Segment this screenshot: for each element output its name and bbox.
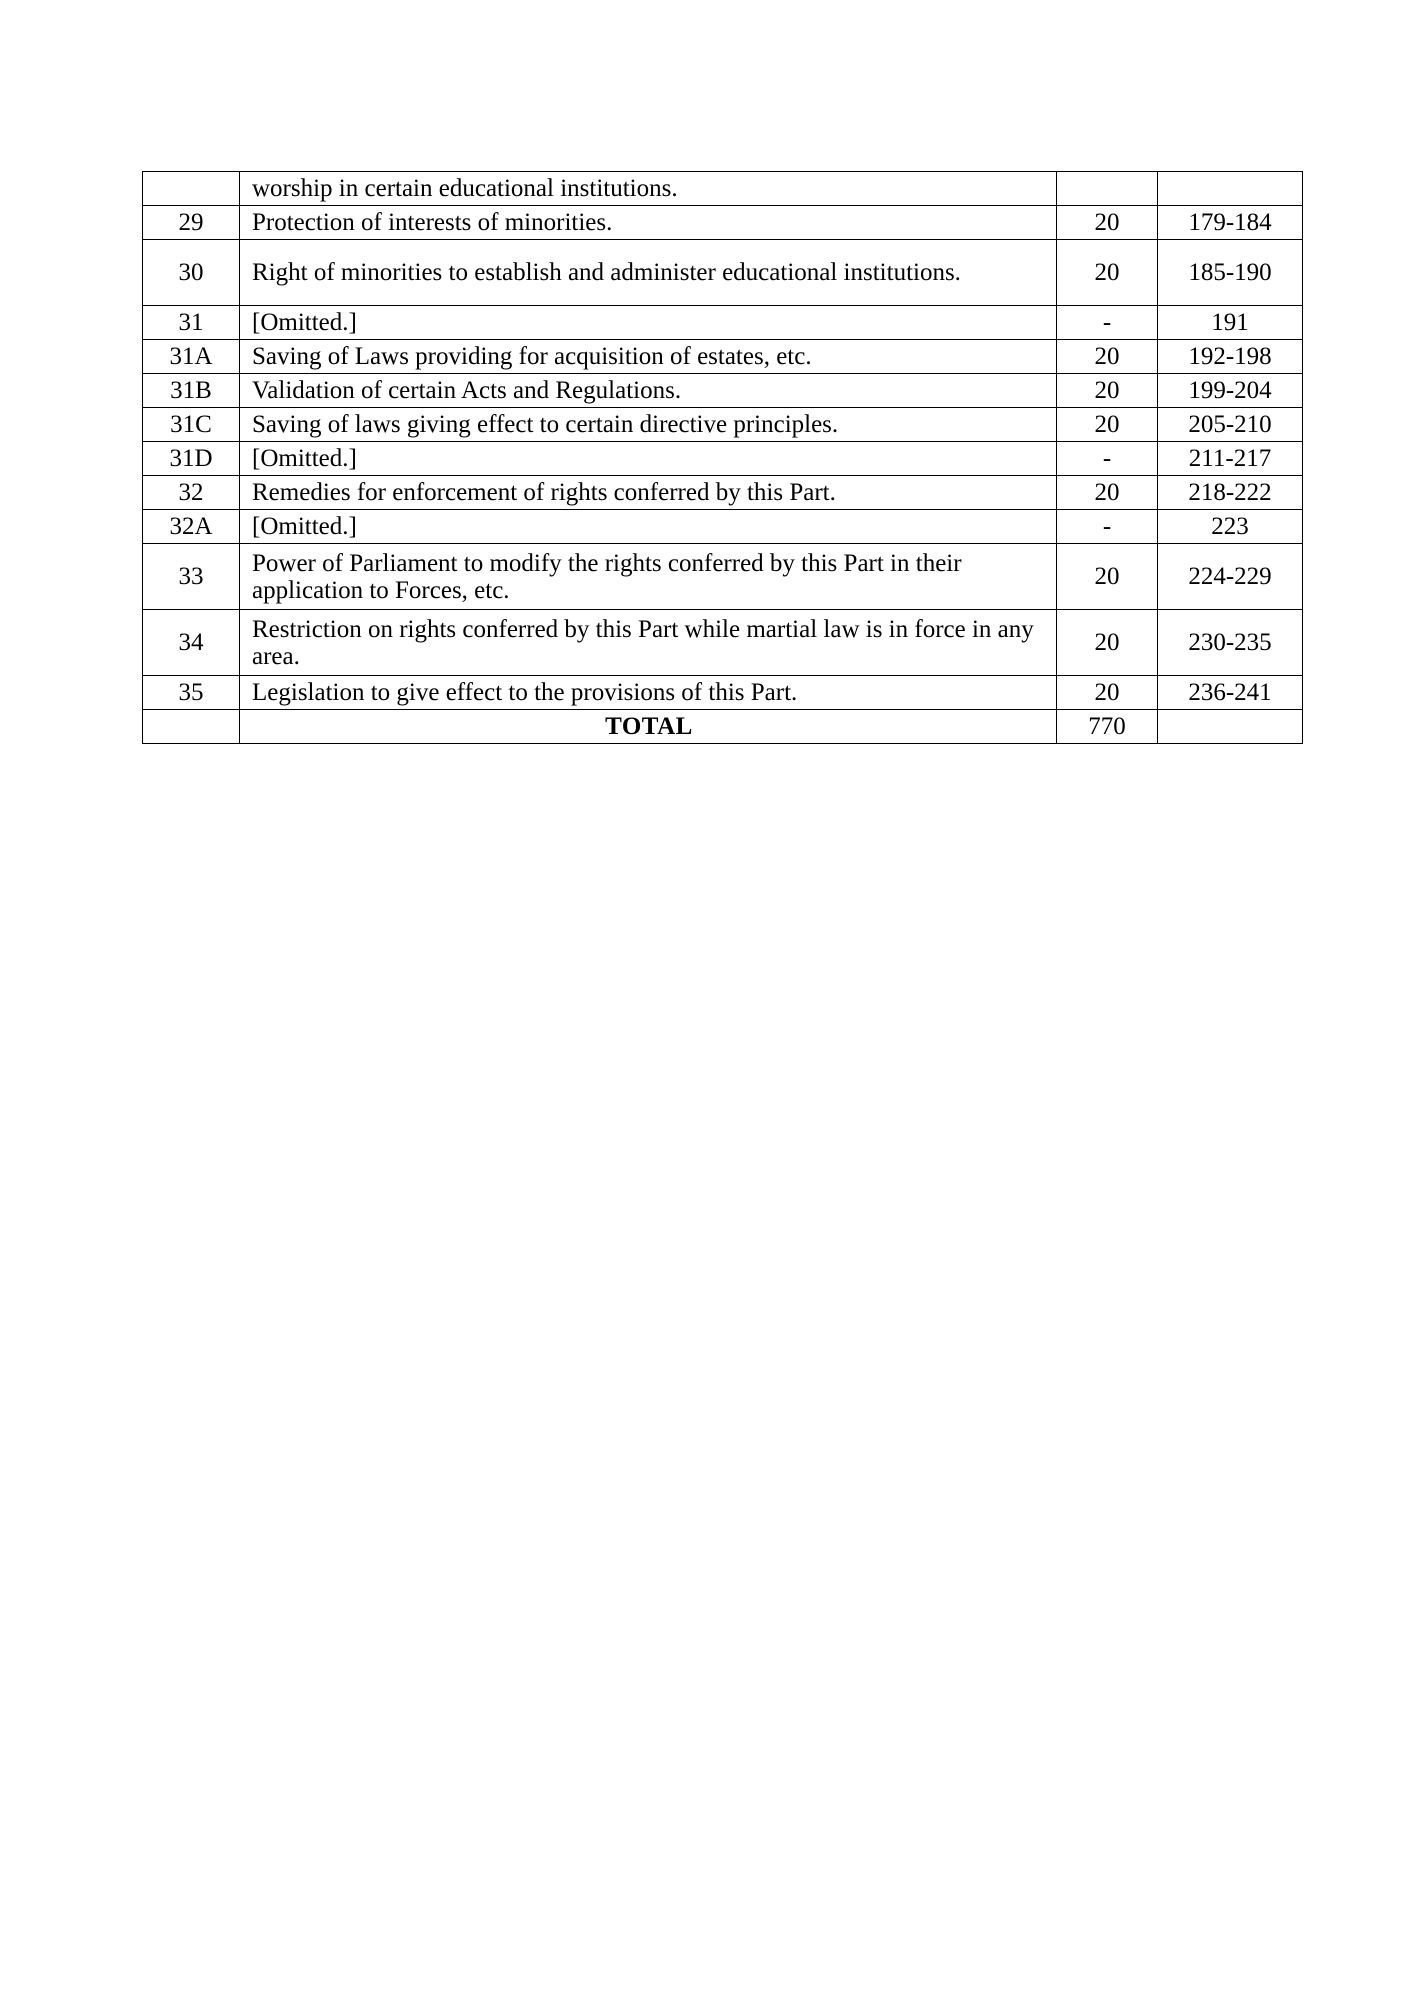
- table-row: [143, 172, 1303, 206]
- pages-cell: 224-229: [1158, 544, 1303, 610]
- description-cell: [Omitted.]: [240, 306, 1057, 340]
- marks-cell: 20: [1057, 206, 1158, 240]
- pages-cell: 192-198: [1158, 340, 1303, 374]
- marks-cell: [1057, 172, 1158, 206]
- pages-cell: 230-235: [1158, 610, 1303, 676]
- article-number-cell: 33: [143, 544, 240, 610]
- table-body: [143, 172, 1303, 744]
- marks-cell: 20: [1057, 676, 1158, 710]
- article-number-cell: 32A: [143, 510, 240, 544]
- table-row: [143, 206, 1303, 240]
- pages-cell: 205-210: [1158, 408, 1303, 442]
- marks-cell: 20: [1057, 544, 1158, 610]
- total-empty-cell: [143, 710, 240, 744]
- marks-cell: 20: [1057, 476, 1158, 510]
- description-cell: [Omitted.]: [240, 510, 1057, 544]
- table-row: [143, 408, 1303, 442]
- description-cell: Right of minorities to establish and administer educational institutions.: [240, 240, 1057, 306]
- description-cell: Restriction on rights conferred by this Part while martial law is in force in any area.: [240, 610, 1057, 676]
- table-row: [143, 610, 1303, 676]
- article-number-cell: 34: [143, 610, 240, 676]
- description-cell: Saving of Laws providing for acquisition of estates, etc.: [240, 340, 1057, 374]
- table-row: [143, 240, 1303, 306]
- table-row: [143, 340, 1303, 374]
- article-number-cell: 31C: [143, 408, 240, 442]
- pages-cell: 211-217: [1158, 442, 1303, 476]
- marks-cell: 20: [1057, 610, 1158, 676]
- table-row: [143, 544, 1303, 610]
- description-cell: Remedies for enforcement of rights conferred by this Part.: [240, 476, 1057, 510]
- total-pages-cell: [1158, 710, 1303, 744]
- marks-cell: 20: [1057, 374, 1158, 408]
- pages-cell: [1158, 172, 1303, 206]
- article-number-cell: 31D: [143, 442, 240, 476]
- article-number-cell: 31: [143, 306, 240, 340]
- article-number-cell: [143, 172, 240, 206]
- articles-table: [142, 171, 1303, 744]
- description-cell: [Omitted.]: [240, 442, 1057, 476]
- description-cell: Legislation to give effect to the provisions of this Part.: [240, 676, 1057, 710]
- pages-cell: 179-184: [1158, 206, 1303, 240]
- pages-cell: 185-190: [1158, 240, 1303, 306]
- table-row: [143, 676, 1303, 710]
- description-cell: Validation of certain Acts and Regulations.: [240, 374, 1057, 408]
- total-label: TOTAL: [240, 710, 1057, 744]
- description-cell: worship in certain educational institutions.: [240, 172, 1057, 206]
- article-number-cell: 30: [143, 240, 240, 306]
- pages-cell: 236-241: [1158, 676, 1303, 710]
- marks-cell: 20: [1057, 340, 1158, 374]
- table-row: [143, 374, 1303, 408]
- article-number-cell: 29: [143, 206, 240, 240]
- table-row: [143, 510, 1303, 544]
- article-number-cell: 31A: [143, 340, 240, 374]
- article-number-cell: 31B: [143, 374, 240, 408]
- article-number-cell: 32: [143, 476, 240, 510]
- total-row: [143, 710, 1303, 744]
- marks-cell: -: [1057, 306, 1158, 340]
- pages-cell: 191: [1158, 306, 1303, 340]
- article-number-cell: 35: [143, 676, 240, 710]
- marks-cell: 20: [1057, 408, 1158, 442]
- pages-cell: 218-222: [1158, 476, 1303, 510]
- marks-cell: 20: [1057, 240, 1158, 306]
- table-row: [143, 476, 1303, 510]
- total-marks: 770: [1057, 710, 1158, 744]
- description-cell: Protection of interests of minorities.: [240, 206, 1057, 240]
- pages-cell: 199-204: [1158, 374, 1303, 408]
- pages-cell: 223: [1158, 510, 1303, 544]
- marks-cell: -: [1057, 510, 1158, 544]
- table-row: [143, 442, 1303, 476]
- table-row: [143, 306, 1303, 340]
- description-cell: Saving of laws giving effect to certain directive principles.: [240, 408, 1057, 442]
- marks-cell: -: [1057, 442, 1158, 476]
- description-cell: Power of Parliament to modify the rights conferred by this Part in their application to Forces, etc.: [240, 544, 1057, 610]
